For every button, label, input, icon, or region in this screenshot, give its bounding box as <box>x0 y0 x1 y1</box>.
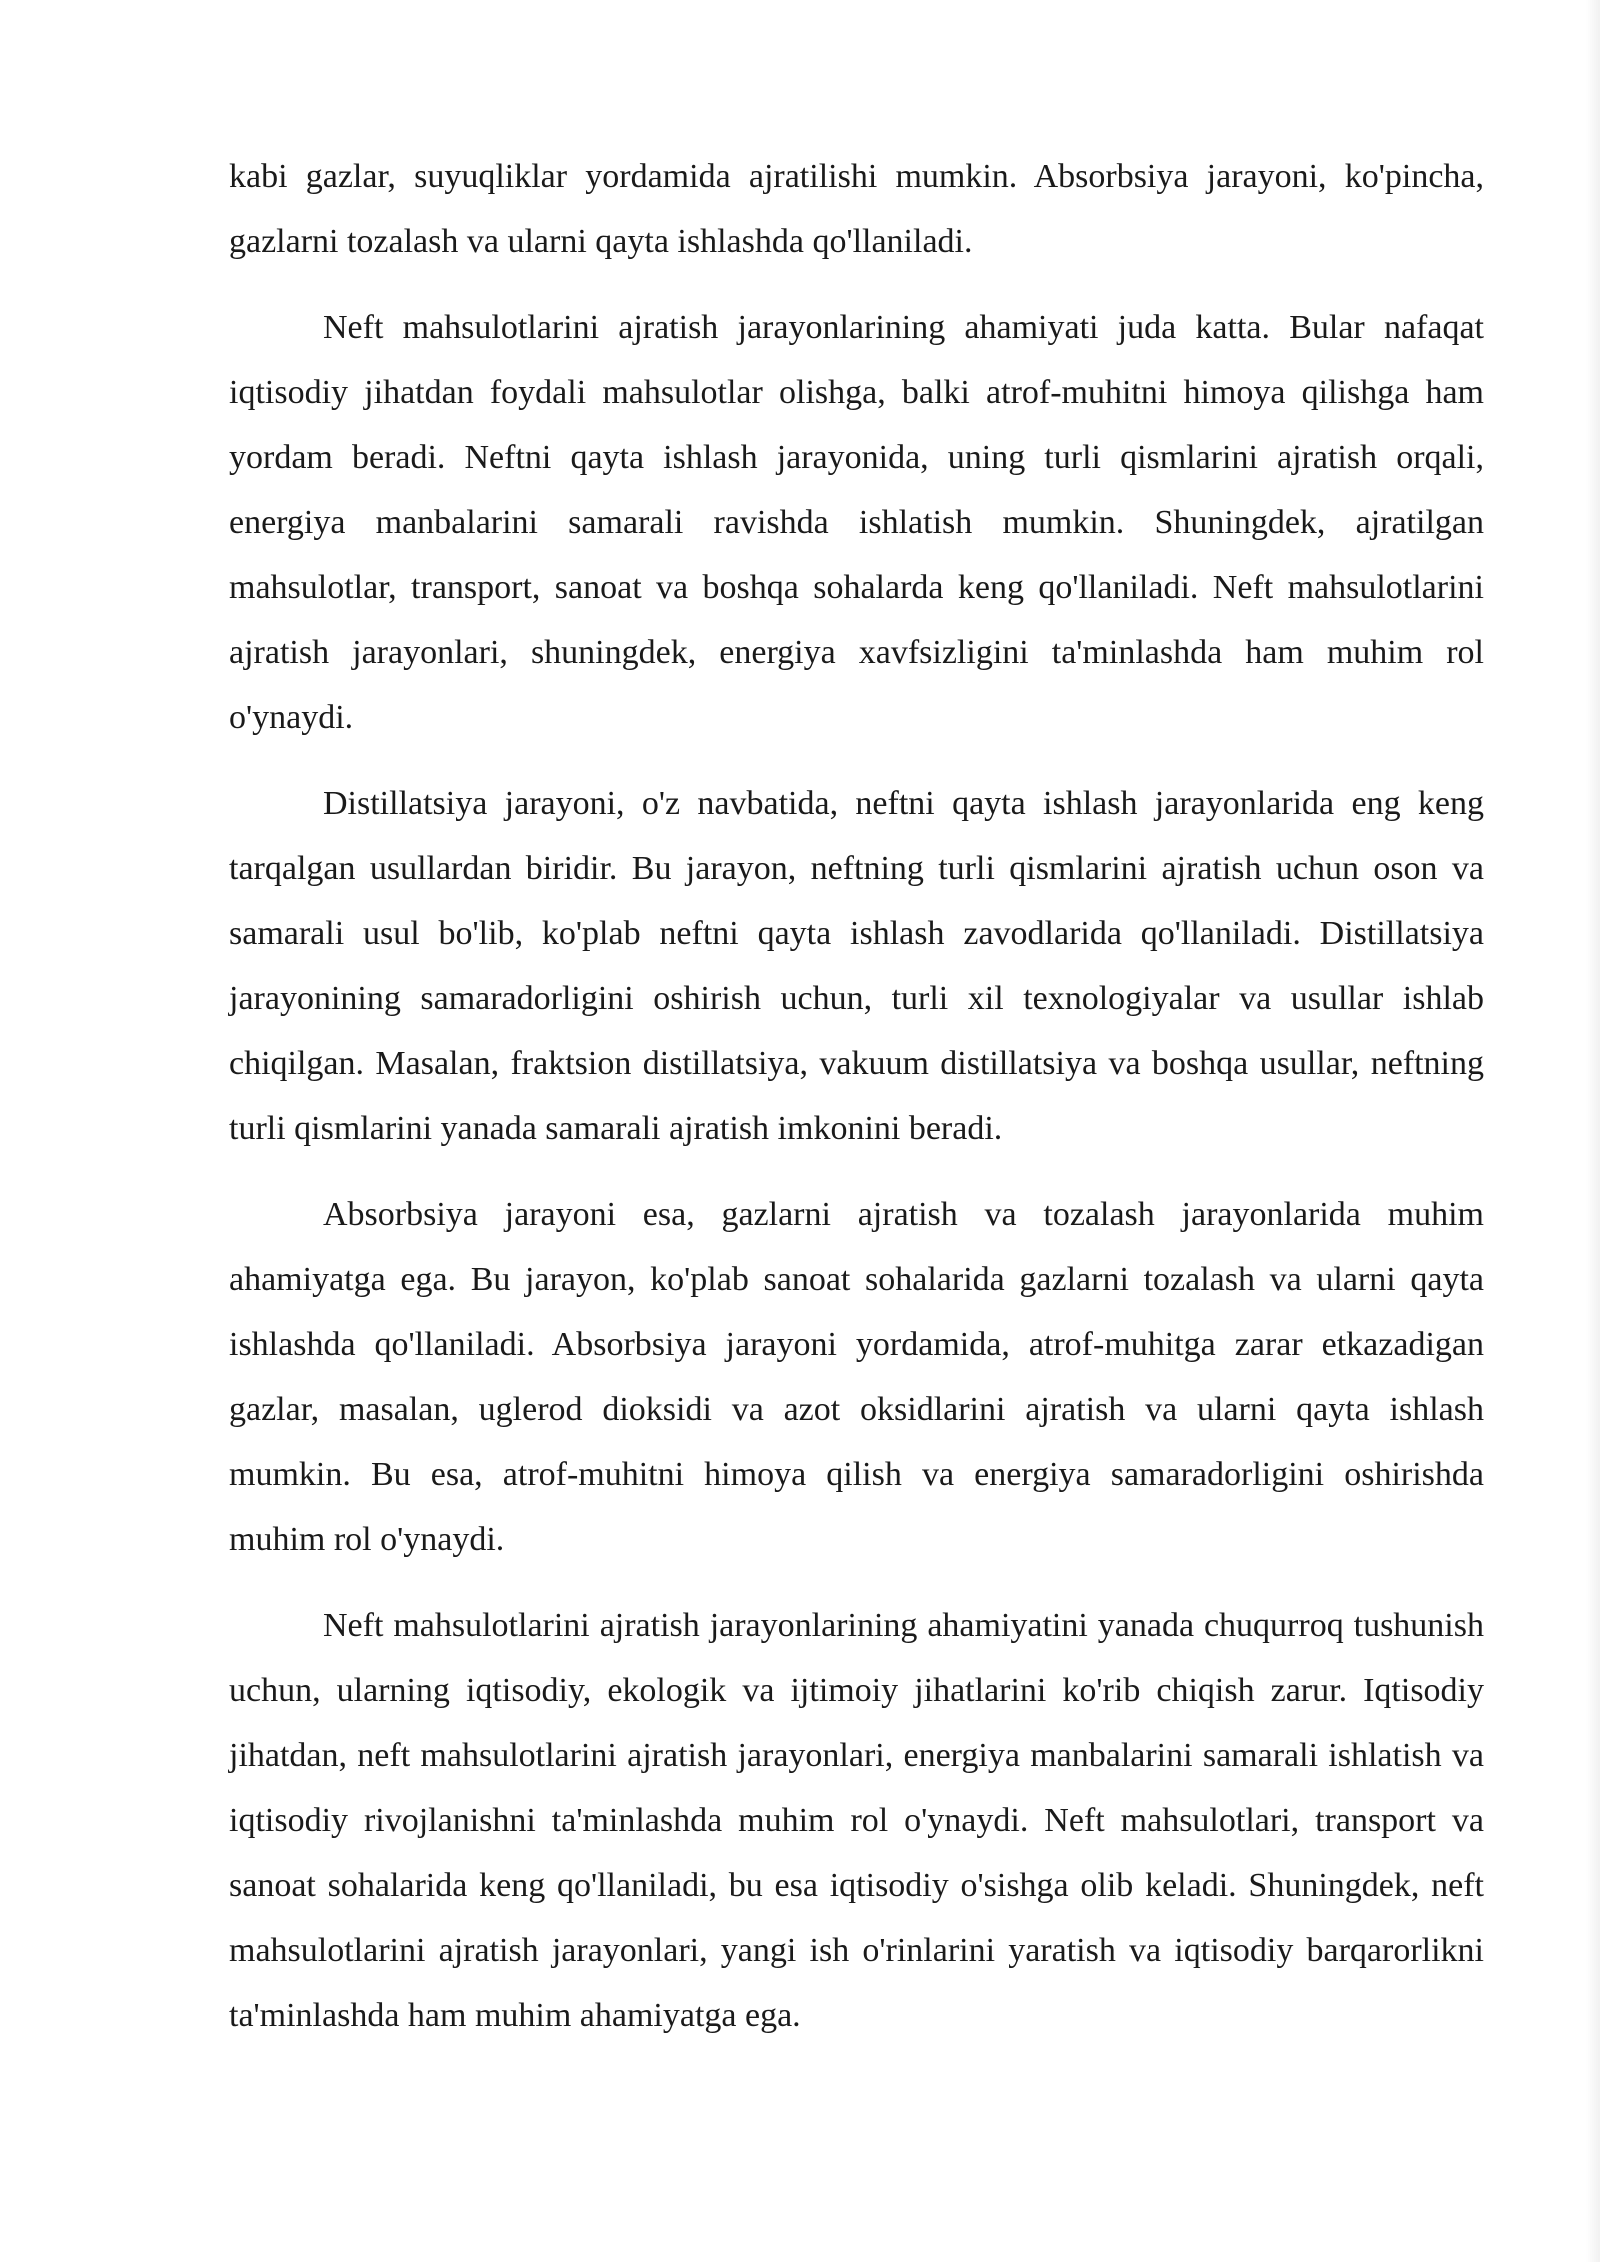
paragraph-distillation: Distillatsiya jarayoni, o'z navbatida, neftni qayta ishlash jarayonlarida eng keng tarqalgan usullardan biridir. Bu jarayon, neftning turli qismlarini ajratish uchun oson va samarali usul bo'lib, ko'plab neftni qayta ishlash zavodlarida qo'llaniladi. Distillatsiya jarayonining samaradorligini oshirish uchun, turli xil texnologiyalar va usullar ishlab chiqilgan. Masalan, fraktsion distillatsiya, vakuum distillatsiya va boshqa usullar, neftning turli qismlarini yanada samarali ajratish imkonini beradi. <box>229 785 1484 1147</box>
paragraph-continued: kabi gazlar, suyuqliklar yordamida ajratilishi mumkin. Absorbsiya jarayoni, ko'pincha, gazlarni tozalash va ularni qayta ishlashda qo'llaniladi. <box>229 158 1484 260</box>
paragraph-absorption: Absorbsiya jarayoni esa, gazlarni ajratish va tozalash jarayonlarida muhim ahamiyatga ega. Bu jarayon, ko'plab sanoat sohalarida gazlarni tozalash va ularni qayta ishlashda qo'llaniladi. Absorbsiya jarayoni yordamida, atrof-muhitga zarar etkazadigan gazlar, masalan, uglerod dioksidi va azot oksidlarini ajratish va ularni qayta ishlash mumkin. Bu esa, atrof-muhitni himoya qilish va energiya samaradorligini oshirishda muhim rol o'ynaydi. <box>229 1196 1484 1558</box>
paragraph-importance: Neft mahsulotlarini ajratish jarayonlarining ahamiyati juda katta. Bular nafaqat iqtisodiy jihatdan foydali mahsulotlar olishga, balki atrof-muhitni himoya qilishga ham yordam beradi. Neftni qayta ishlash jarayonida, uning turli qismlarini ajratish orqali, energiya manbalarini samarali ravishda ishlatish mumkin. Shuningdek, ajratilgan mahsulotlar, transport, sanoat va boshqa sohalarda keng qo'llaniladi. Neft mahsulotlarini ajratish jarayonlari, shuningdek, energiya xavfsizligini ta'minlashda ham muhim rol o'ynaydi. <box>229 309 1484 736</box>
paragraph-economic-aspects: Neft mahsulotlarini ajratish jarayonlarining ahamiyatini yanada chuqurroq tushunish uchun, ularning iqtisodiy, ekologik va ijtimoiy jihatlarini ko'rib chiqish zarur. Iqtisodiy jihatdan, neft mahsulotlarini ajratish jarayonlari, energiya manbalarini samarali ishlatish va iqtisodiy rivojlanishni ta'minlashda muhim rol o'ynaydi. Neft mahsulotlari, transport va sanoat sohalarida keng qo'llaniladi, bu esa iqtisodiy o'sishga olib keladi. Shuningdek, neft mahsulotlarini ajratish jarayonlari, yangi ish o'rinlarini yaratish va iqtisodiy barqarorlikni ta'minlashda ham muhim ahamiyatga ega. <box>229 1607 1484 2034</box>
page-edge-shadow <box>1586 0 1600 2262</box>
document-body <box>229 144 1484 2069</box>
